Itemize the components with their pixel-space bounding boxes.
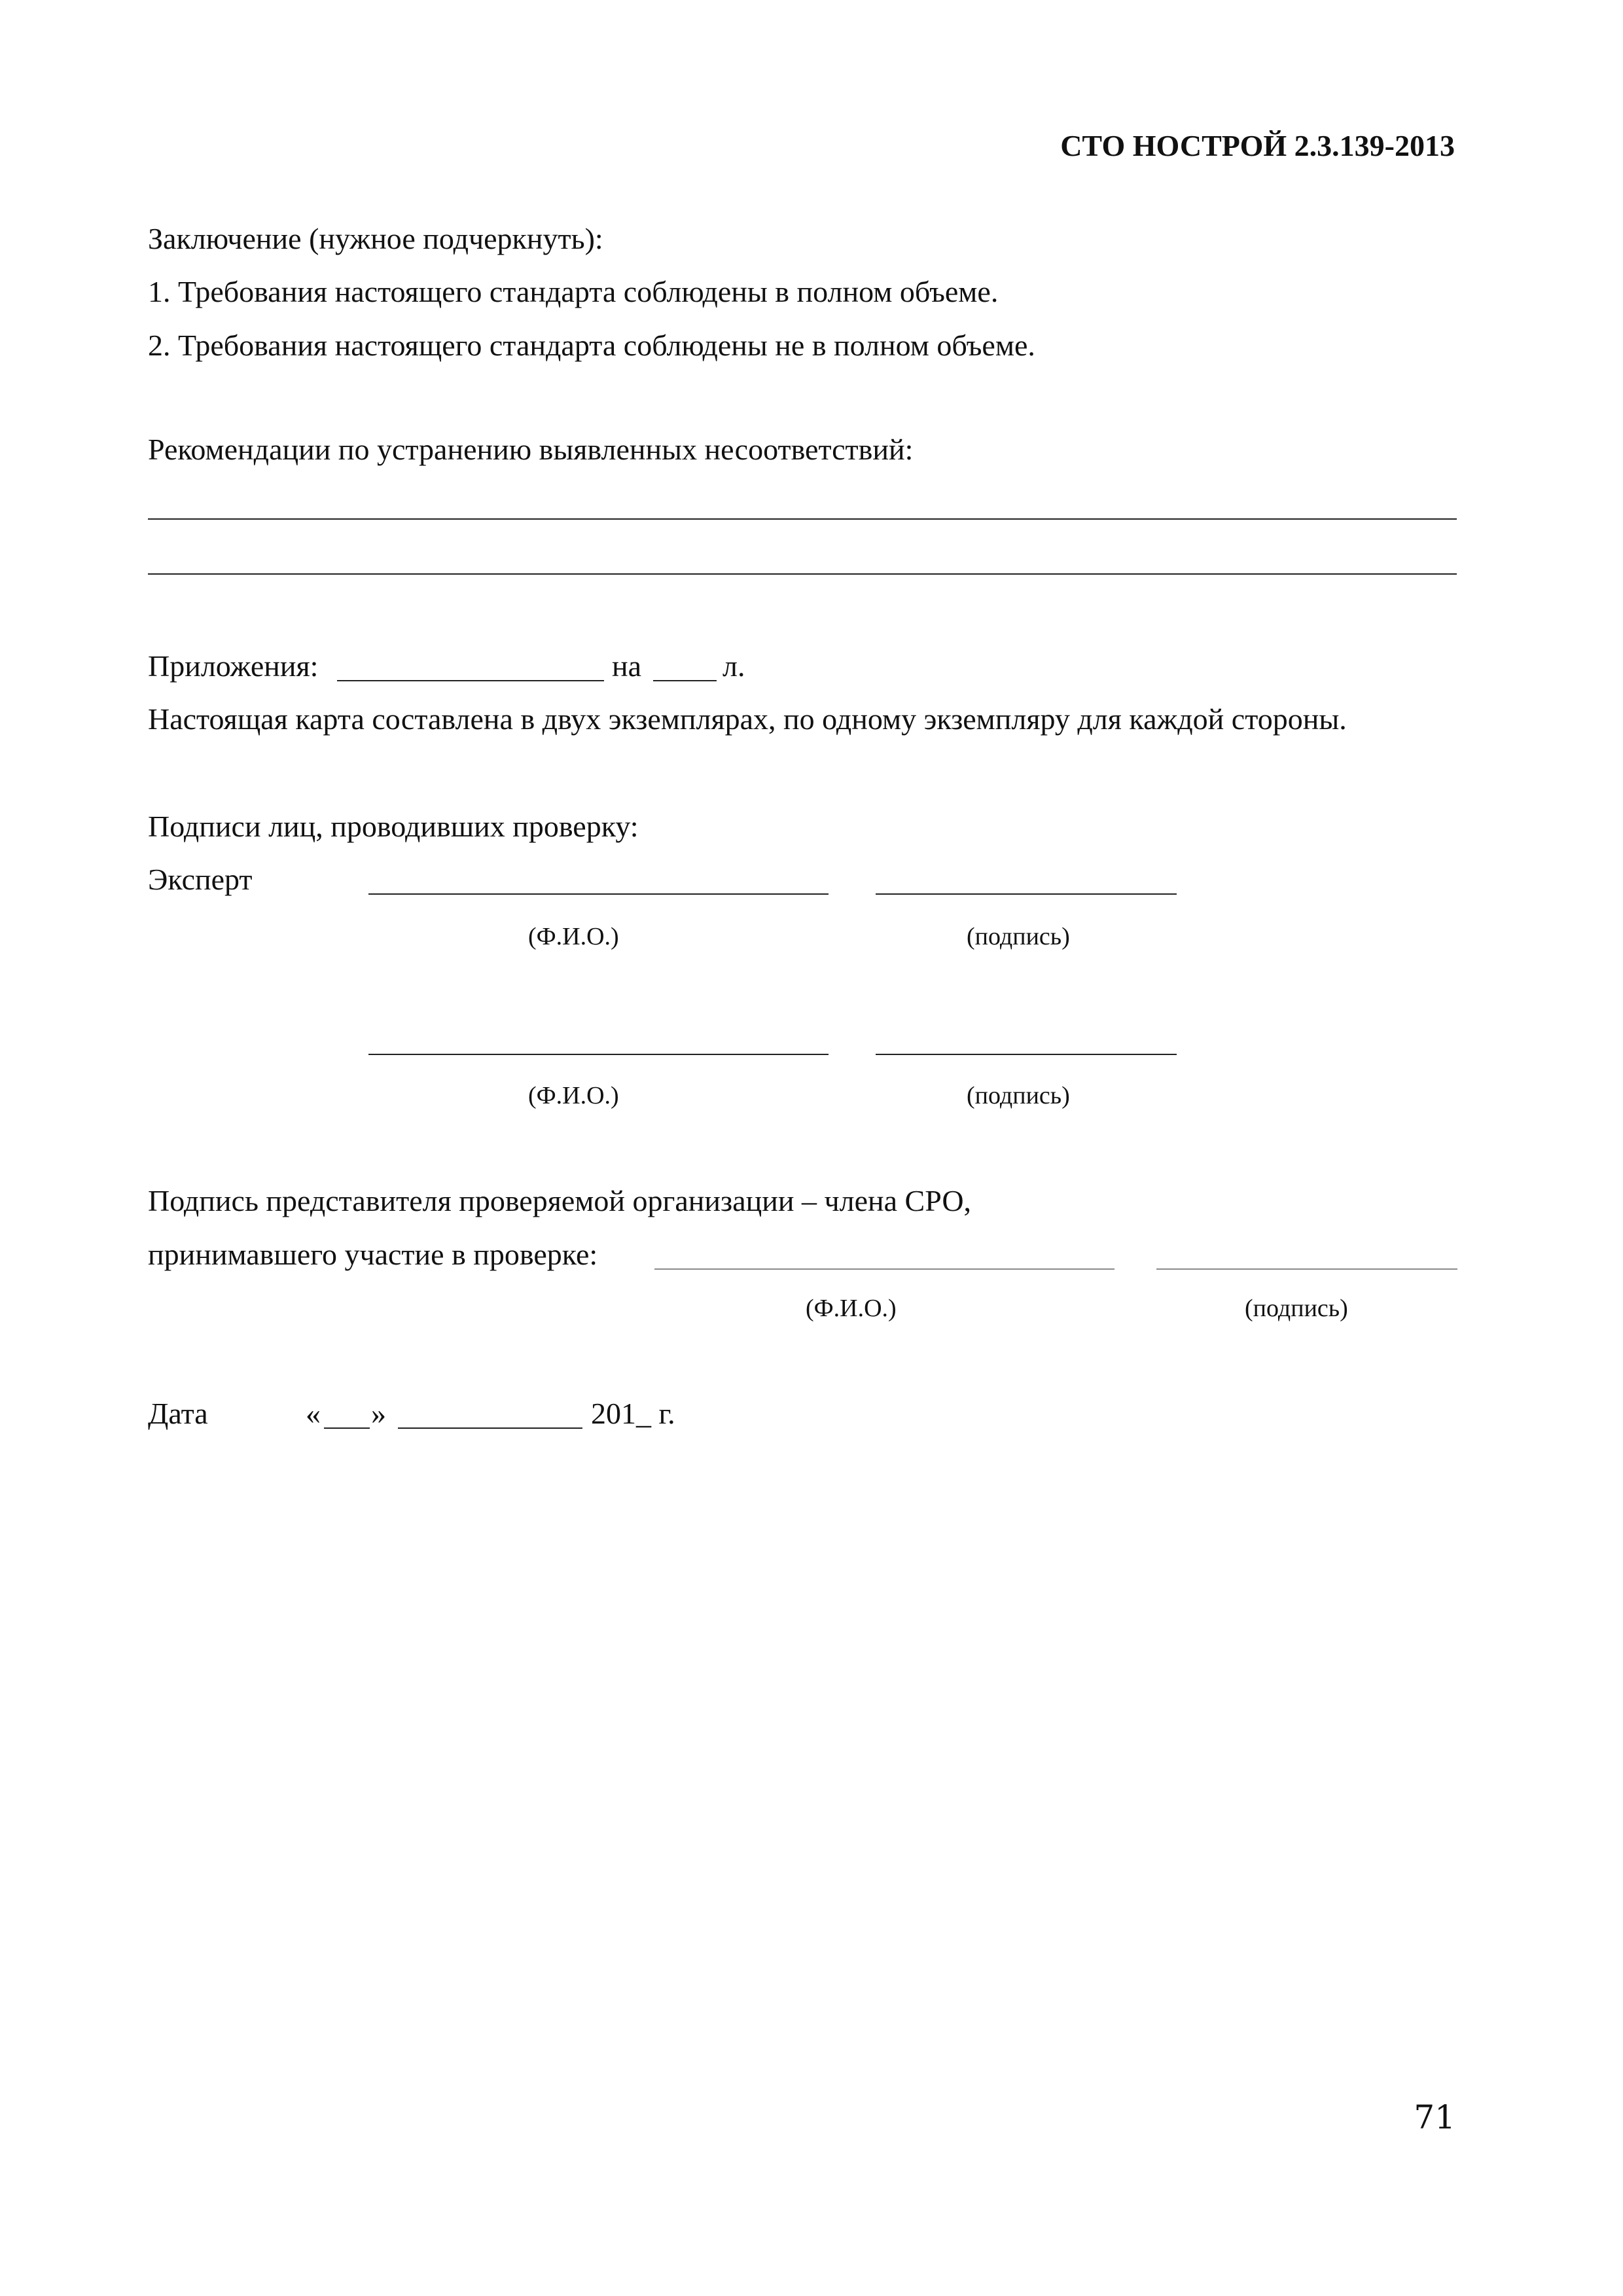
representative-fio-caption: (Ф.И.О.) [806,1295,897,1322]
expert-2-fio-line[interactable] [368,1054,829,1055]
date-close-quote: » [371,1397,386,1430]
representative-line-2: принимавшего участие в проверке: [148,1238,598,1271]
conclusion-option-1[interactable]: 1. Требования настоящего стандарта соблюдены в полном объеме. [148,275,999,308]
representative-fio-line[interactable] [654,1268,1115,1270]
attachments-field[interactable] [337,680,604,681]
expert-1-fio-line[interactable] [368,893,829,895]
expert-1-fio-caption: (Ф.И.О.) [528,923,619,950]
signatures-title: Подписи лиц, проводивших проверку: [148,810,639,843]
date-label: Дата [148,1397,208,1430]
document-code: СТО НОСТРОЙ 2.3.139-2013 [1060,129,1455,162]
recommendations-line-2[interactable] [148,573,1457,575]
recommendations-line-1[interactable] [148,518,1457,520]
expert-2-signature-line[interactable] [876,1054,1177,1055]
expert-1-signature-caption: (подпись) [967,923,1070,950]
expert-label: Эксперт [148,863,253,896]
date-open-quote: « [306,1397,321,1430]
attachments-on-label: на [612,649,642,683]
date-month-field[interactable] [398,1427,582,1429]
attachments-sheets-field[interactable] [653,680,717,681]
date-year: 201_ г. [591,1397,675,1430]
representative-signature-caption: (подпись) [1245,1295,1348,1322]
representative-signature-line[interactable] [1156,1268,1457,1270]
conclusion-option-2[interactable]: 2. Требования настоящего стандарта соблюдены не в полном объеме. [148,329,1035,362]
expert-1-signature-line[interactable] [876,893,1177,895]
attachments-sheets-label: л. [722,649,745,683]
page-number: 71 [1414,2098,1455,2136]
copies-note: Настоящая карта составлена в двух экземплярах, по одному экземпляру для каждой стороны. [148,702,1347,736]
representative-line-1: Подпись представителя проверяемой организации – члена СРО, [148,1184,972,1217]
expert-2-signature-caption: (подпись) [967,1082,1070,1109]
expert-2-fio-caption: (Ф.И.О.) [528,1082,619,1109]
attachments-label: Приложения: [148,649,319,683]
conclusion-title: Заключение (нужное подчеркнуть): [148,222,603,255]
recommendations-label: Рекомендации по устранению выявленных несоответствий: [148,433,914,466]
date-day-field[interactable] [324,1427,370,1429]
